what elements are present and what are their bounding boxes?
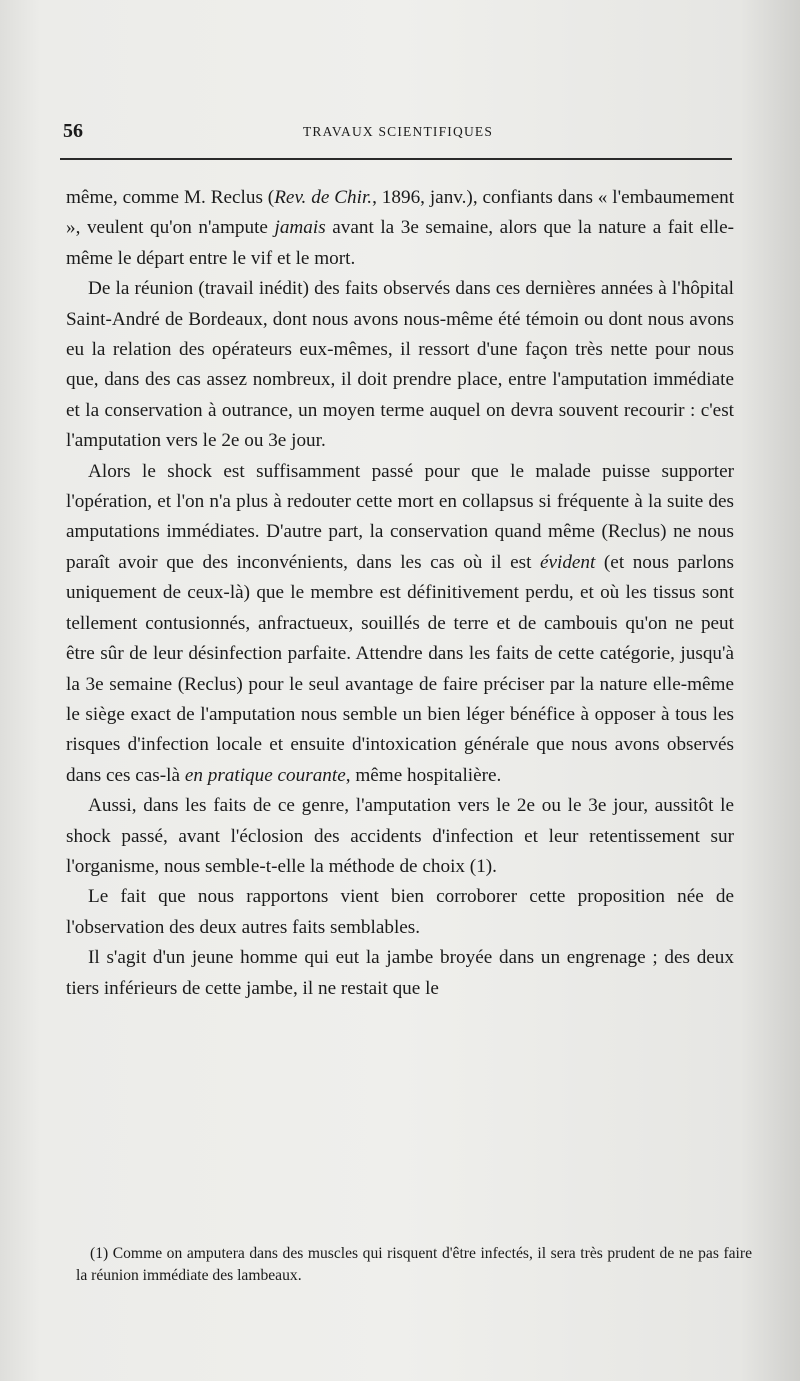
italic-text: jamais [274, 217, 326, 239]
text-run: Le fait que nous rapportons vient bien corroborer cette proposition née de l'observation des deux autres faits semblables. [66, 886, 734, 938]
text-run: Il s'agit d'un jeune homme qui eut la jambe broyée dans un engrenage ; des deux tiers inférieurs de cette jambe, il ne restait que le [66, 947, 734, 999]
page-number: 56 [63, 120, 83, 142]
paragraph-5 [66, 943, 734, 1004]
running-head: TRAVAUX SCIENTIFIQUES [302, 124, 494, 139]
paragraph-3 [66, 791, 734, 882]
footnote [76, 1243, 752, 1287]
paragraph-0 [66, 183, 734, 274]
italic-text: Rev. de Chir. [274, 187, 373, 208]
text-run: même, comme M. Reclus ( [66, 187, 275, 208]
text-run: Aussi, dans les faits de ce genre, l'amputation vers le 2e ou le 3e jour, aussitôt le shock passé, avant l'éclosion des accidents d'infection et leur retentissement sur l'organisme, nous semble-t-elle la méthode de choix (1). [66, 795, 734, 877]
footnote-text: (1) Comme on amputera dans des muscles qui risquent d'être infectés, il sera très prudent de ne pas faire la réunion immédiate des lambeaux. [76, 1245, 752, 1284]
body-text [66, 183, 734, 1004]
text-run: , 1896, janv.), confiants dans « l'embaumement », veulent qu'on n'ampute [66, 187, 735, 239]
paragraph-1 [66, 274, 734, 456]
page-header [63, 120, 733, 146]
paragraph-2 [66, 457, 734, 791]
paragraph-4 [66, 882, 734, 943]
text-run: , même hospitalière. [345, 764, 502, 786]
text-run: Alors le shock est suffisamment passé pour que le malade puisse supporter l'opération, et l'on n'a plus à redouter cette mort en collapsus si fréquente à la suite des amputations immédiates. D'autre part, la conservation quand même (Reclus) ne nous paraît avoir que des inconvénients, dans les cas où il est [66, 460, 734, 573]
italic-text: en pratique courante [184, 764, 346, 786]
italic-text: évident [539, 551, 596, 573]
text-run: De la réunion (travail inédit) des faits observés dans ces dernières années à l'hôpital Saint-André de Bordeaux, dont nous avons nous-même été témoin ou dont nous avons eu la relation des opérateurs eux-mêmes, il ressort d'une façon très nette pour nous que, dans des cas assez nombreux, il doit prendre place, entre l'amputation immédiate et la conservation à outrance, un moyen terme auquel on devra souvent recourir : c'est l'amputation vers le 2e ou 3e jour. [66, 278, 734, 452]
header-rule [60, 158, 732, 160]
text-run: avant la 3e semaine, alors que la nature a fait elle-même le départ entre le vif et le mort. [66, 217, 734, 269]
text-run: (et nous parlons uniquement de ceux-là) que le membre est définitivement perdu, et où les tissus sont tellement contusionnés, anfractueux, souillés de terre et de cambouis qu'on ne peut être sûr de leur désinfection parfaite. Attendre dans les faits de cette catégorie, jusqu'à la 3e semaine (Reclus) pour le seul avantage de faire préciser par la nature elle-même le siège exact de l'amputation nous semble un bien léger bénéfice à opposer à tous les risques d'infection locale et ensuite d'intoxication générale que nous avons observés dans ces cas-là [66, 551, 734, 786]
